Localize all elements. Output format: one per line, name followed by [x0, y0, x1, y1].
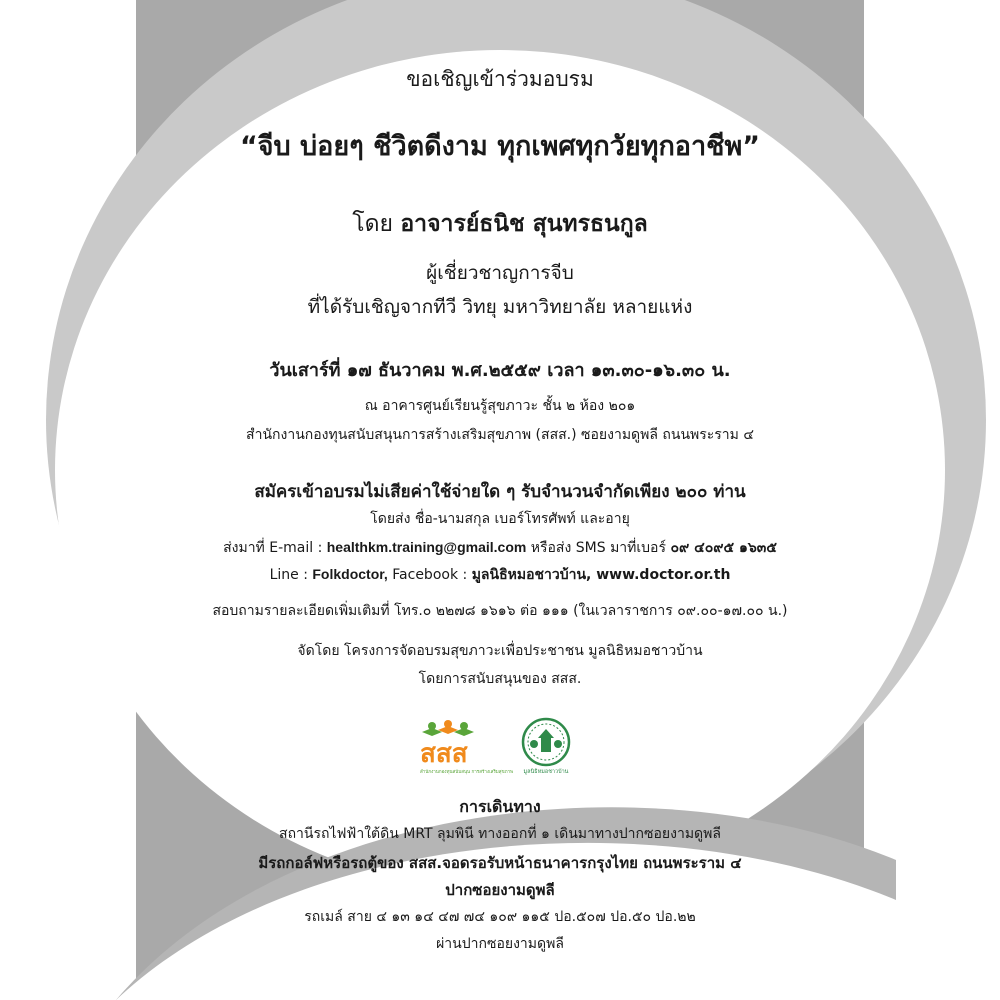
invitation-poster	[136, 0, 864, 1000]
travel-bus-stop: ผ่านปากซอยงามดูพลี	[436, 936, 564, 952]
support-line: โดยการสนับสนุนของ สสส.	[418, 671, 582, 687]
sms-prefix: หรือส่ง SMS มาที่เบอร์	[526, 540, 671, 556]
by-prefix: โดย	[352, 211, 394, 237]
social-contact-line	[136, 564, 864, 586]
travel-shuttle-location: ปากซอยงามดูพลี	[445, 881, 555, 899]
venue-building: ณ อาคารศูนย์เรียนรู้สุขภาวะ ชั้น ๒ ห้อง ๒๐๑	[364, 398, 636, 414]
event-title: “จีบ บ่อยๆ ชีวิตดีงาม ทุกเพศทุกวัยทุกอาชีพ”	[239, 131, 761, 162]
sms-number: ๐๙ ๔๐๙๕ ๑๖๓๕	[670, 540, 777, 556]
mor-chao-ban-logo	[516, 716, 576, 776]
travel-shuttle: มีรถกอล์ฟหรือรถตู้ของ สสส.จอดรอรับหน้าธนาคารกรุงไทย ถนนพระราม ๔	[258, 854, 742, 872]
mor-logo-caption: มูลนิธิหมอชาวบ้าน	[523, 769, 569, 775]
registration-info: สมัครเข้าอบรมไม่เสียค่าใช้จ่ายใด ๆ รับจำนวนจำกัดเพียง ๒๐๐ ท่าน	[254, 482, 746, 502]
sss-logo	[418, 718, 514, 776]
venue-office: สำนักงานกองทุนสนับสนุนการสร้างเสริมสุขภาพ (สสส.) ซอยงามดูพลี ถนนพระราม ๔	[246, 427, 754, 443]
event-date-time: วันเสาร์ที่ ๑๗ ธันวาคม พ.ศ.๒๕๕๙ เวลา ๑๓.๓๐-๑๖.๓๐ น.	[269, 360, 731, 381]
send-info: โดยส่ง ชื่อ-นามสกุล เบอร์โทรศัพท์ และอายุ	[370, 511, 630, 527]
inquiry-phone: สอบถามรายละเอียดเพิ่มเติมที่ โทร.๐ ๒๒๗๘ ๑๖๑๖ ต่อ ๑๑๑ (ในเวลาราชการ ๐๙.๐๐-๑๗.๐๐ น.)	[212, 603, 788, 619]
email-link[interactable]: healthkm.training@gmail.com	[326, 539, 527, 555]
line-prefix: Line :	[269, 567, 313, 583]
email-prefix: ส่งมาที่ E-mail :	[223, 540, 327, 556]
speaker-name: อาจารย์ธนิช สุนทรธนกูล	[400, 211, 648, 237]
facebook-prefix: Facebook :	[387, 567, 472, 583]
travel-heading: การเดินทาง	[459, 797, 541, 816]
travel-mrt: สถานีรถไฟฟ้าใต้ดิน MRT ลุมพินี ทางออกที่ ๑ เดินมาทางปากซอยงามดูพลี	[279, 826, 721, 842]
sss-logo-caption: สำนักงานกองทุนสนับสนุน การสร้างเสริมสุขภาพ	[420, 770, 514, 775]
speaker-credentials: ที่ได้รับเชิญจากทีวี วิทยุ มหาวิทยาลัย หลายแห่ง	[307, 296, 693, 318]
travel-bus-lines: รถเมล์ สาย ๔ ๑๓ ๑๔ ๔๗ ๗๔ ๑๐๙ ๑๑๕ ปอ.๕๐๗ ปอ.๕๐ ปอ.๒๒	[304, 909, 696, 925]
invite-heading: ขอเชิญเข้าร่วมอบรม	[406, 67, 594, 91]
sss-logo-text: สสส	[420, 739, 468, 769]
line-id: Folkdoctor,	[312, 566, 388, 582]
poster-content	[136, 0, 864, 1000]
speaker-line	[136, 206, 864, 242]
facebook-page-link[interactable]: มูลนิธิหมอชาวบ้าน, www.doctor.or.th	[471, 567, 731, 583]
organizer-line: จัดโดย โครงการจัดอบรมสุขภาวะเพื่อประชาชน มูลนิธิหมอชาวบ้าน	[297, 643, 703, 659]
speaker-role: ผู้เชี่ยวชาญการจีบ	[426, 262, 574, 284]
contact-email-line	[136, 537, 864, 559]
